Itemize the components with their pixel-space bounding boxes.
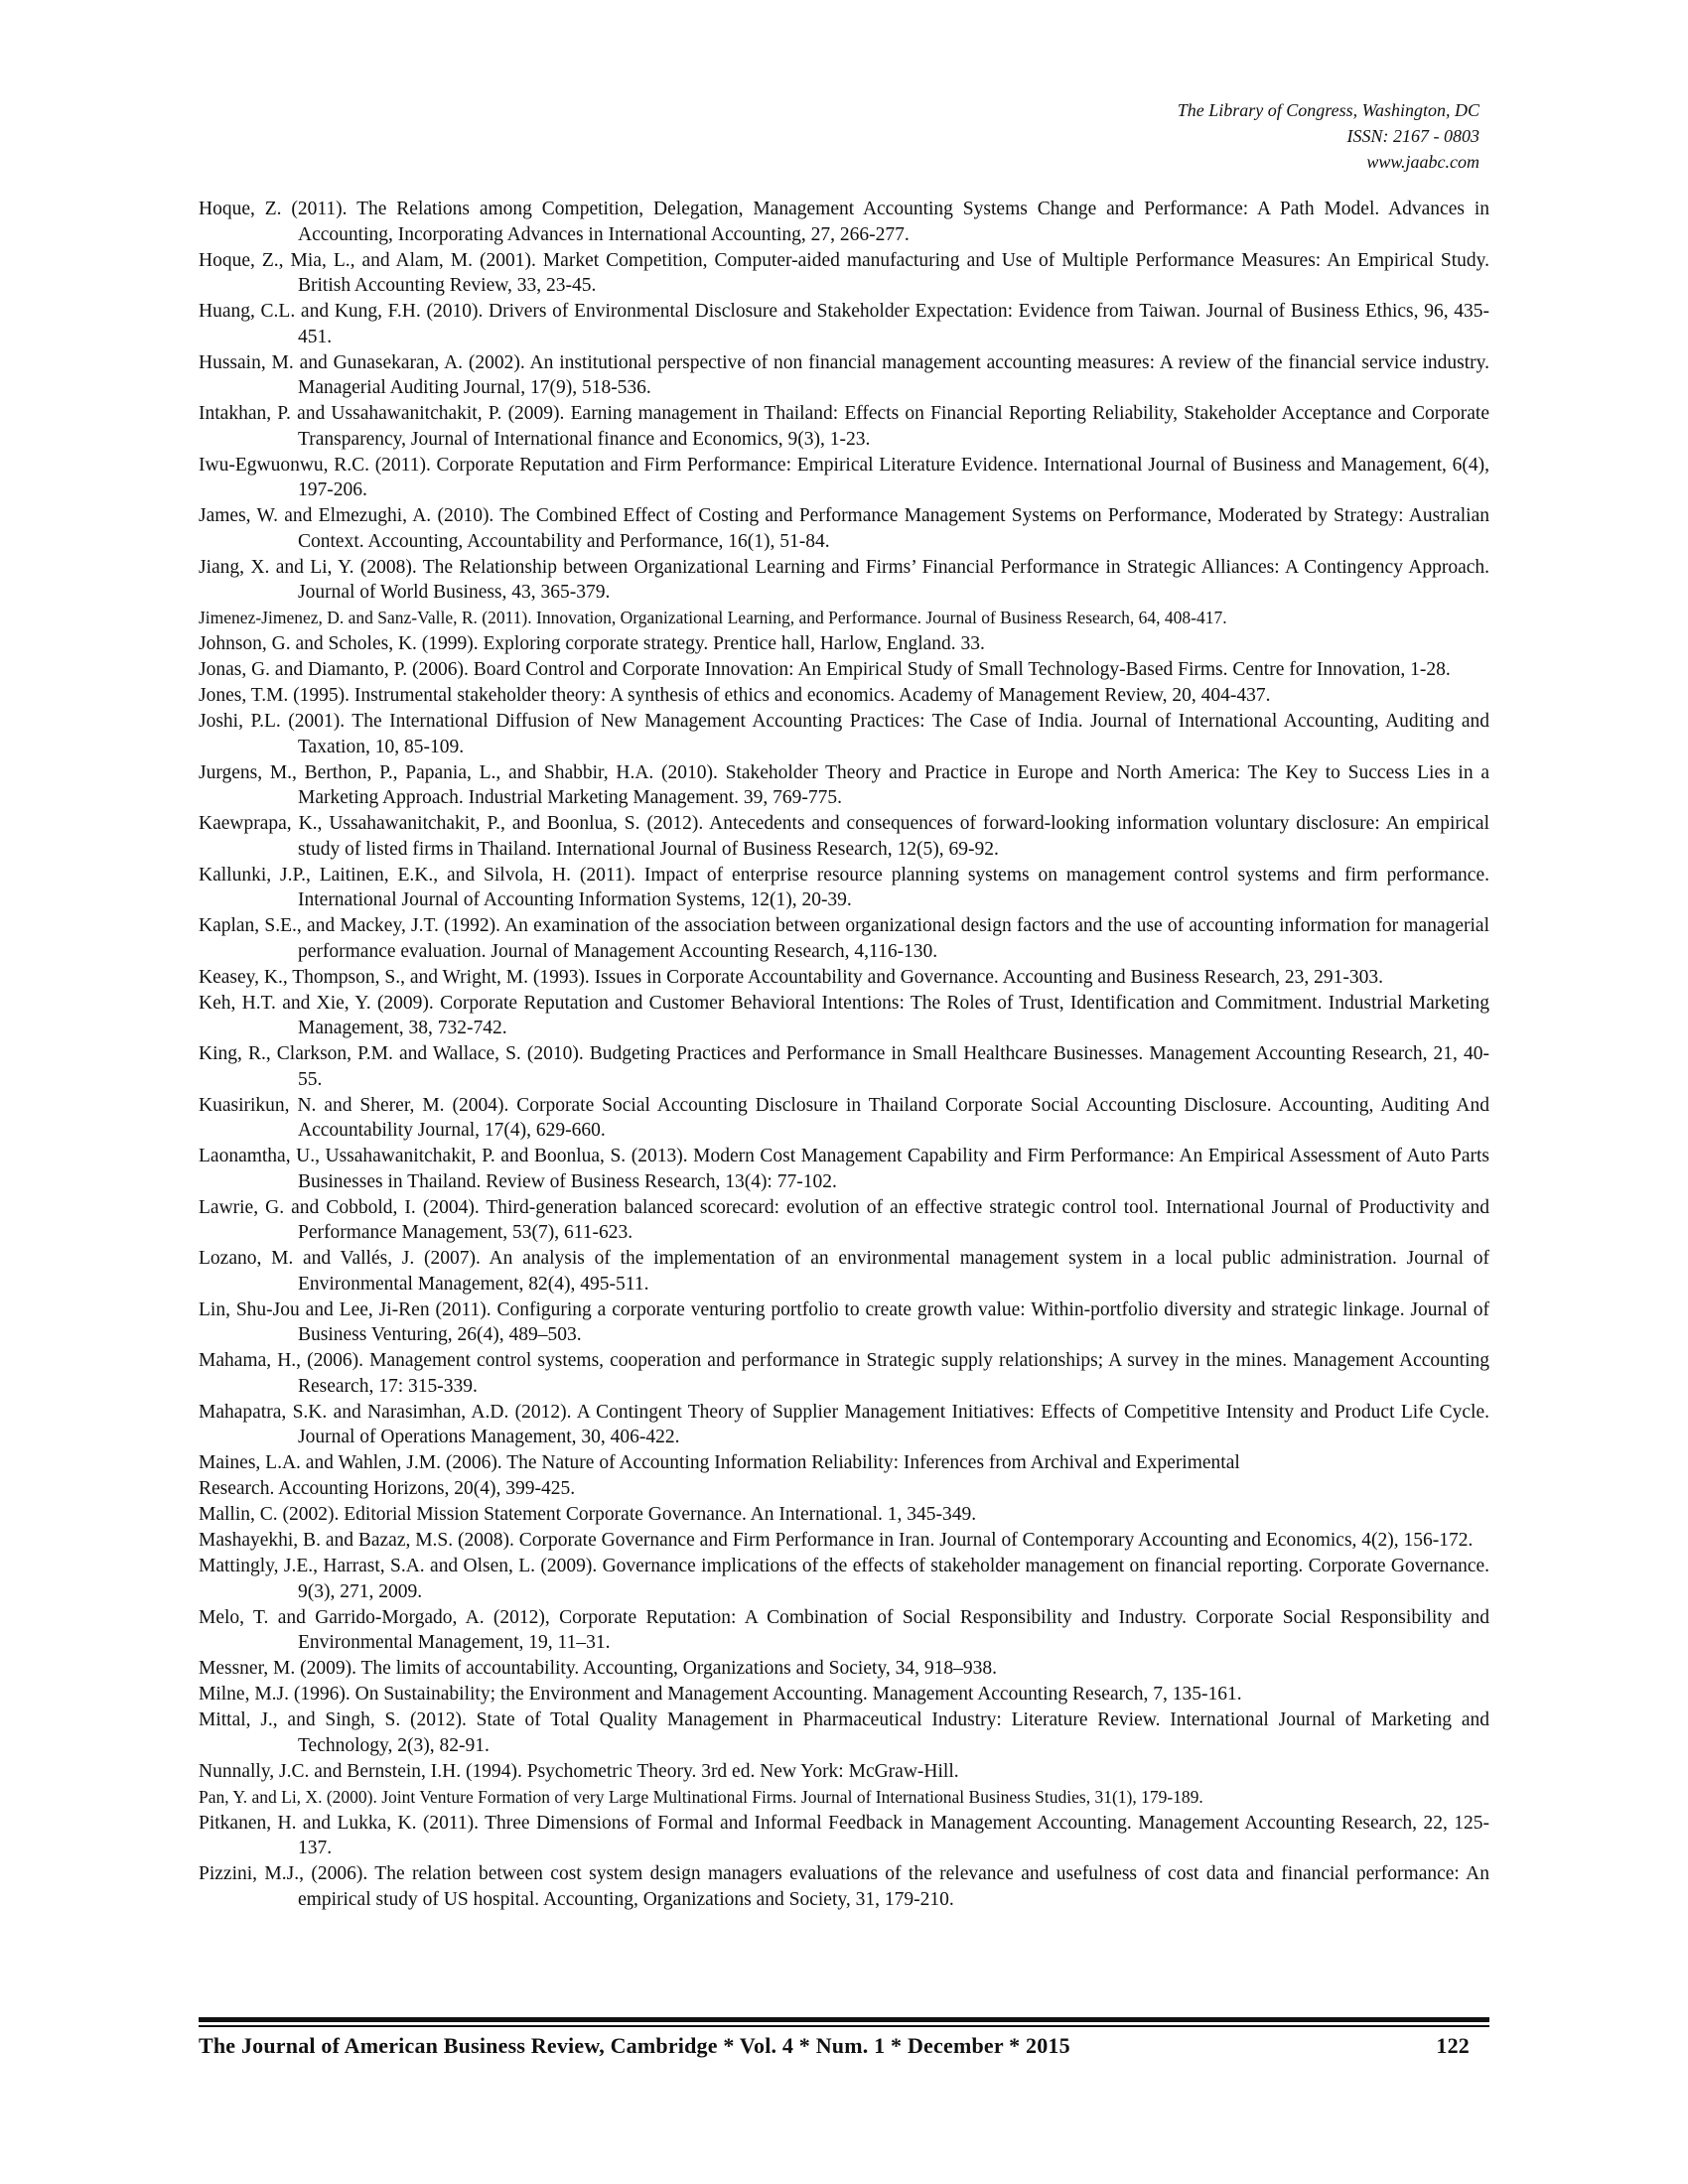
reference-entry: Jiang, X. and Li, Y. (2008). The Relationship between Organizational Learning and Firms’ Financial Performance in Strategic Alliances: A Contingency Approach. Journal of World Business, 43, 365-379. xyxy=(199,556,1489,603)
reference-entry: Melo, T. and Garrido-Morgado, A. (2012), Corporate Reputation: A Combination of Social Responsibility and Industry. Corporate Social Responsibility and Environmental Management, 19, 11–31. xyxy=(199,1606,1489,1653)
reference-entry: Mattingly, J.E., Harrast, S.A. and Olsen, L. (2009). Governance implications of the effects of stakeholder management on financial reporting. Corporate Governance. 9(3), 271, 2009. xyxy=(199,1556,1489,1602)
reference-entry: Lin, Shu-Jou and Lee, Ji-Ren (2011). Configuring a corporate venturing portfolio to create growth value: Within-portfolio diversity and strategic linkage. Journal of Business Venturing, 26(4), 489–503. xyxy=(199,1298,1489,1345)
reference-entry: Joshi, P.L. (2001). The International Diffusion of New Management Accounting Practices: The Case of India. Journal of International Accounting, Auditing and Taxation, 10, 85-109. xyxy=(199,711,1489,757)
page-number: 122 xyxy=(1436,2033,1470,2058)
reference-entry: Jones, T.M. (1995). Instrumental stakeholder theory: A synthesis of ethics and economics. Academy of Management Review, 20, 404-437. xyxy=(199,685,1271,706)
header-website: www.jaabc.com xyxy=(1366,152,1479,172)
reference-entry: Messner, M. (2009). The limits of accountability. Accounting, Organizations and Society, 34, 918–938. xyxy=(199,1658,998,1679)
header-issn: ISSN: 2167 - 0803 xyxy=(1346,126,1479,146)
page-header xyxy=(1178,97,1479,175)
reference-entry: Pan, Y. and Li, X. (2000). Joint Venture Formation of very Large Multinational Firms. Journal of International Business Studies, 31(1), 179-189. xyxy=(199,1786,1203,1807)
reference-entry: Jonas, G. and Diamanto, P. (2006). Board Control and Corporate Innovation: An Empirical Study of Small Technology-Based Firms. Centre for Innovation, 1-28. xyxy=(199,659,1451,680)
reference-entry-continuation: Research. Accounting Horizons, 20(4), 399-425. xyxy=(199,1478,576,1499)
reference-entry: Mittal, J., and Singh, S. (2012). State of Total Quality Management in Pharmaceutical Industry: Literature Review. International Journal of Marketing and Technology, 2(3), 82-91. xyxy=(199,1709,1489,1756)
reference-entry: Mahama, H., (2006). Management control systems, cooperation and performance in Strategic supply relationships; A survey in the mines. Management Accounting Research, 17: 315-339. xyxy=(199,1350,1489,1397)
reference-entry: Lawrie, G. and Cobbold, I. (2004). Third-generation balanced scorecard: evolution of an effective strategic control tool. International Journal of Productivity and Performance Management, 53(7), 611-623. xyxy=(199,1196,1489,1243)
footer-rule-thick xyxy=(199,2017,1489,2022)
reference-entry: Hoque, Z. (2011). The Relations among Competition, Delegation, Management Accounting Systems Change and Performance: A Path Model. Advances in Accounting, Incorporating Advances in International Accounting, 27, 266-277. xyxy=(199,199,1489,245)
reference-entry: Milne, M.J. (1996). On Sustainability; the Environment and Management Accounting. Management Accounting Research, 7, 135-161. xyxy=(199,1684,1242,1705)
reference-entry: Iwu-Egwuonwu, R.C. (2011). Corporate Reputation and Firm Performance: Empirical Literature Evidence. International Journal of Business and Management, 6(4), 197-206. xyxy=(199,454,1489,500)
reference-entry: Lozano, M. and Vallés, J. (2007). An analysis of the implementation of an environmental management system in a local public administration. Journal of Environmental Management, 82(4), 495-511. xyxy=(199,1248,1489,1295)
reference-entry: Hoque, Z., Mia, L., and Alam, M. (2001). Market Competition, Computer-aided manufacturing and Use of Multiple Performance Measures: An Empirical Study. British Accounting Review, 33, 23-45. xyxy=(199,249,1489,296)
reference-entry: Intakhan, P. and Ussahawanitchakit, P. (2009). Earning management in Thailand: Effects on Financial Reporting Reliability, Stakeholder Acceptance and Corporate Transparency, Journal of International finance and Economics, 9(3), 1-23. xyxy=(199,403,1489,450)
reference-entry: Pizzini, M.J., (2006). The relation between cost system design managers evaluations of the relevance and usefulness of cost data and financial performance: An empirical study of US hospital. Accounting, Organizations and Society, 31, 179-210. xyxy=(199,1863,1489,1910)
reference-entry: Mashayekhi, B. and Bazaz, M.S. (2008). Corporate Governance and Firm Performance in Iran. Journal of Contemporary Accounting and Economics, 4(2), 156-172. xyxy=(199,1530,1474,1551)
reference-entry: Laonamtha, U., Ussahawanitchakit, P. and Boonlua, S. (2013). Modern Cost Management Capability and Firm Performance: An Empirical Assessment of Auto Parts Businesses in Thailand. Review of Business Research, 13(4): 77-102. xyxy=(199,1146,1489,1192)
reference-entry: Keasey, K., Thompson, S., and Wright, M. (1993). Issues in Corporate Accountability and Governance. Accounting and Business Research, 23, 291-303. xyxy=(199,966,1384,988)
footer-rule-thin xyxy=(199,2025,1489,2027)
reference-entry: Kaewprapa, K., Ussahawanitchakit, P., and Boonlua, S. (2012). Antecedents and consequences of forward-looking information voluntary disclosure: An empirical study of listed firms in Thailand. International Journal of Business Research, 12(5), 69-92. xyxy=(199,813,1489,860)
reference-entry: King, R., Clarkson, P.M. and Wallace, S. (2010). Budgeting Practices and Performance in Small Healthcare Businesses. Management Accounting Research, 21, 40-55. xyxy=(199,1043,1489,1090)
reference-entry: Johnson, G. and Scholes, K. (1999). Exploring corporate strategy. Prentice hall, Harlow, England. 33. xyxy=(199,633,985,654)
reference-entry: Maines, L.A. and Wahlen, J.M. (2006). The Nature of Accounting Information Reliability: Inferences from Archival and Experimental xyxy=(199,1452,1240,1473)
header-library: The Library of Congress, Washington, DC xyxy=(1177,100,1479,120)
reference-entry: Hussain, M. and Gunasekaran, A. (2002). An institutional perspective of non financial management accounting measures: A review of the financial service industry. Managerial Auditing Journal, 17(9), 518-536. xyxy=(199,351,1489,398)
reference-entry: Kaplan, S.E., and Mackey, J.T. (1992). An examination of the association between organizational design factors and the use of accounting information for managerial performance evaluation. Journal of Management Accounting Research, 4,116-130. xyxy=(199,915,1489,962)
footer-journal-citation: The Journal of American Business Review, Cambridge * Vol. 4 * Num. 1 * December * 2015 xyxy=(199,2033,1070,2058)
footer-divider xyxy=(199,2017,1489,2027)
reference-entry: Mallin, C. (2002). Editorial Mission Statement Corporate Governance. An International. 1, 345-349. xyxy=(199,1504,977,1525)
reference-entry: Kallunki, J.P., Laitinen, E.K., and Silvola, H. (2011). Impact of enterprise resource planning systems on management control systems and firm performance. International Journal of Accounting Information Systems, 12(1), 20-39. xyxy=(199,864,1489,910)
reference-entry: Nunnally, J.C. and Bernstein, I.H. (1994). Psychometric Theory. 3rd ed. New York: McGraw-Hill. xyxy=(199,1760,959,1782)
reference-entry: Huang, C.L. and Kung, F.H. (2010). Drivers of Environmental Disclosure and Stakeholder Expectation: Evidence from Taiwan. Journal of Business Ethics, 96, 435-451. xyxy=(199,301,1489,347)
reference-entry: James, W. and Elmezughi, A. (2010). The Combined Effect of Costing and Performance Management Systems on Performance, Moderated by Strategy: Australian Context. Accounting, Accountability and Performance, 16(1), 51-84. xyxy=(199,505,1489,552)
reference-entry: Pitkanen, H. and Lukka, K. (2011). Three Dimensions of Formal and Informal Feedback in Management Accounting. Management Accounting Research, 22, 125-137. xyxy=(199,1812,1489,1858)
reference-entry: Jimenez-Jimenez, D. and Sanz-Valle, R. (2011). Innovation, Organizational Learning, and Performance. Journal of Business Research, 64, 408-417. xyxy=(199,608,1227,627)
reference-entry: Jurgens, M., Berthon, P., Papania, L., and Shabbir, H.A. (2010). Stakeholder Theory and Practice in Europe and North America: The Key to Success Lies in a Marketing Approach. Industrial Marketing Management. 39, 769-775. xyxy=(199,761,1489,808)
reference-list xyxy=(199,197,1489,1913)
page-footer xyxy=(199,2033,1489,2059)
reference-entry: Keh, H.T. and Xie, Y. (2009). Corporate Reputation and Customer Behavioral Intentions: The Roles of Trust, Identification and Commitment. Industrial Marketing Management, 38, 732-742. xyxy=(199,992,1489,1038)
reference-entry: Kuasirikun, N. and Sherer, M. (2004). Corporate Social Accounting Disclosure in Thailand Corporate Social Accounting Disclosure. Accounting, Auditing And Accountability Journal, 17(4), 629-660. xyxy=(199,1094,1489,1141)
reference-entry: Mahapatra, S.K. and Narasimhan, A.D. (2012). A Contingent Theory of Supplier Management Initiatives: Effects of Competitive Intensity and Product Life Cycle. Journal of Operations Management, 30, 406-422. xyxy=(199,1401,1489,1447)
